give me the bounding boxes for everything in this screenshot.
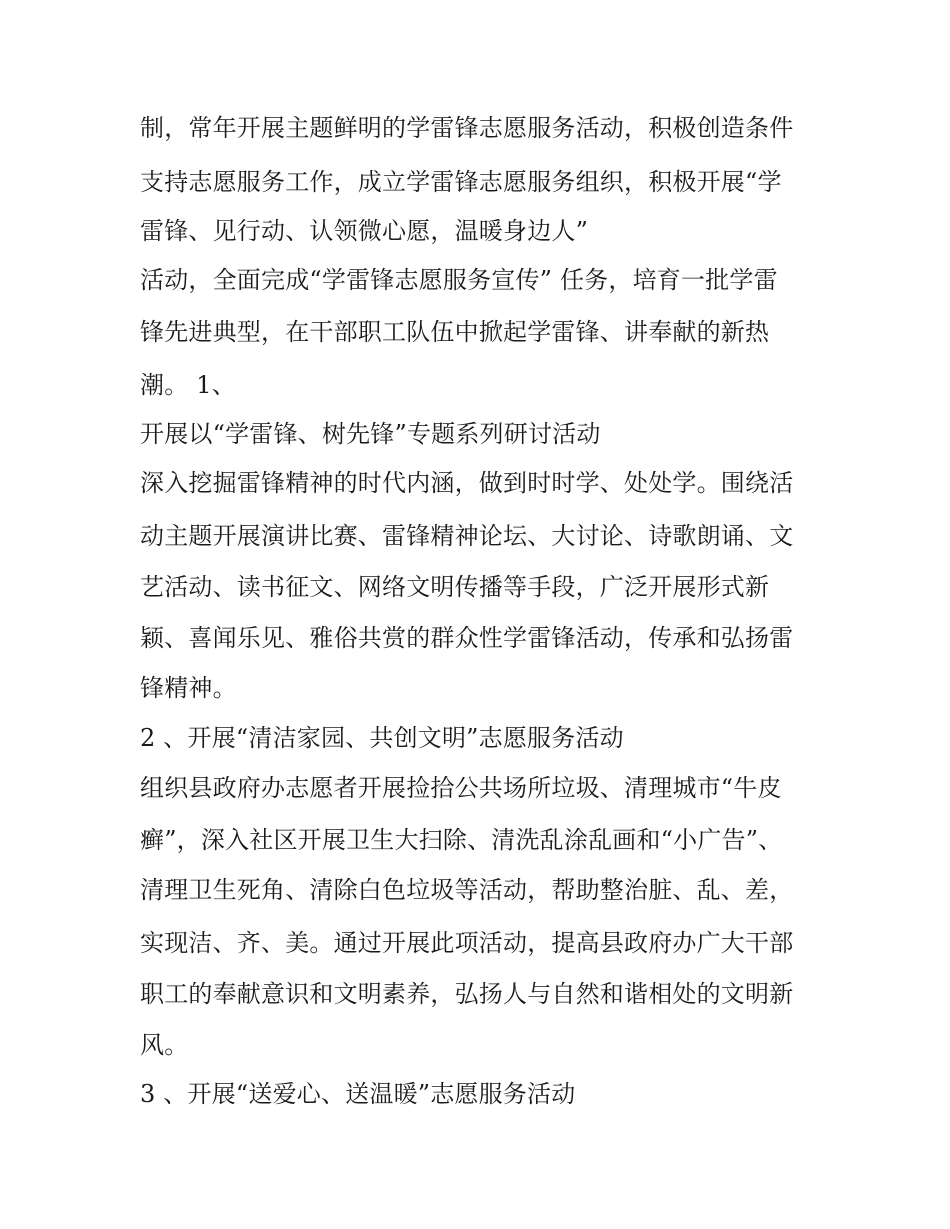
section-heading: 2 、开展“清洁家园、共创文明”志愿服务活动 [140,724,624,752]
text-line: 雷锋、见行动、认领微心愿，温暖身边人” [140,217,589,245]
text-line: 清理卫生死角、清除白色垃圾等活动，帮助整治脏、乱、差， [140,876,794,904]
text-line: 锋先进典型，在干部职工队伍中掀起学雷锋、讲奉献的新热 [140,318,770,346]
text-line: 潮。 1、 [140,371,236,399]
text-line: 支持志愿服务工作，成立学雷锋志愿服务组织，积极开展“学 [140,168,782,196]
section-heading: 开展以“学雷锋、树先锋”专题系列研讨活动 [140,420,601,448]
section-heading: 3 、开展“送爱心、送温暖”志愿服务活动 [140,1080,576,1108]
text-line: 深入挖掘雷锋精神的时代内涵，做到时时学、处处学。围绕活 [140,469,794,497]
text-line: 颖、喜闻乐见、雅俗共赏的群众性学雷锋活动，传承和弘扬雷 [140,624,794,652]
text-line: 职工的奉献意识和文明素养，弘扬人与自然和谐相处的文明新 [140,980,794,1008]
text-line: 活动，全面完成“学雷锋志愿服务宣传” 任务，培育一批学雷 [140,266,778,294]
text-line: 实现洁、齐、美。通过开展此项活动，提高县政府办广大干部 [140,929,794,957]
text-line: 锋精神。 [140,674,237,702]
text-line: 动主题开展演讲比赛、雷锋精神论坛、大讨论、诗歌朗诵、文 [140,522,794,550]
text-line: 风。 [140,1031,189,1059]
text-line: 癣”，深入社区开展卫生大扫除、清洗乱涂乱画和“小广告”、 [140,826,783,854]
text-line: 艺活动、读书征文、网络文明传播等手段，广泛开展形式新 [140,573,770,601]
text-line: 组织县政府办志愿者开展捡拾公共场所垃圾、清理城市“牛皮 [140,774,782,802]
text-line: 制，常年开展主题鲜明的学雷锋志愿服务活动，积极创造条件 [140,114,794,142]
